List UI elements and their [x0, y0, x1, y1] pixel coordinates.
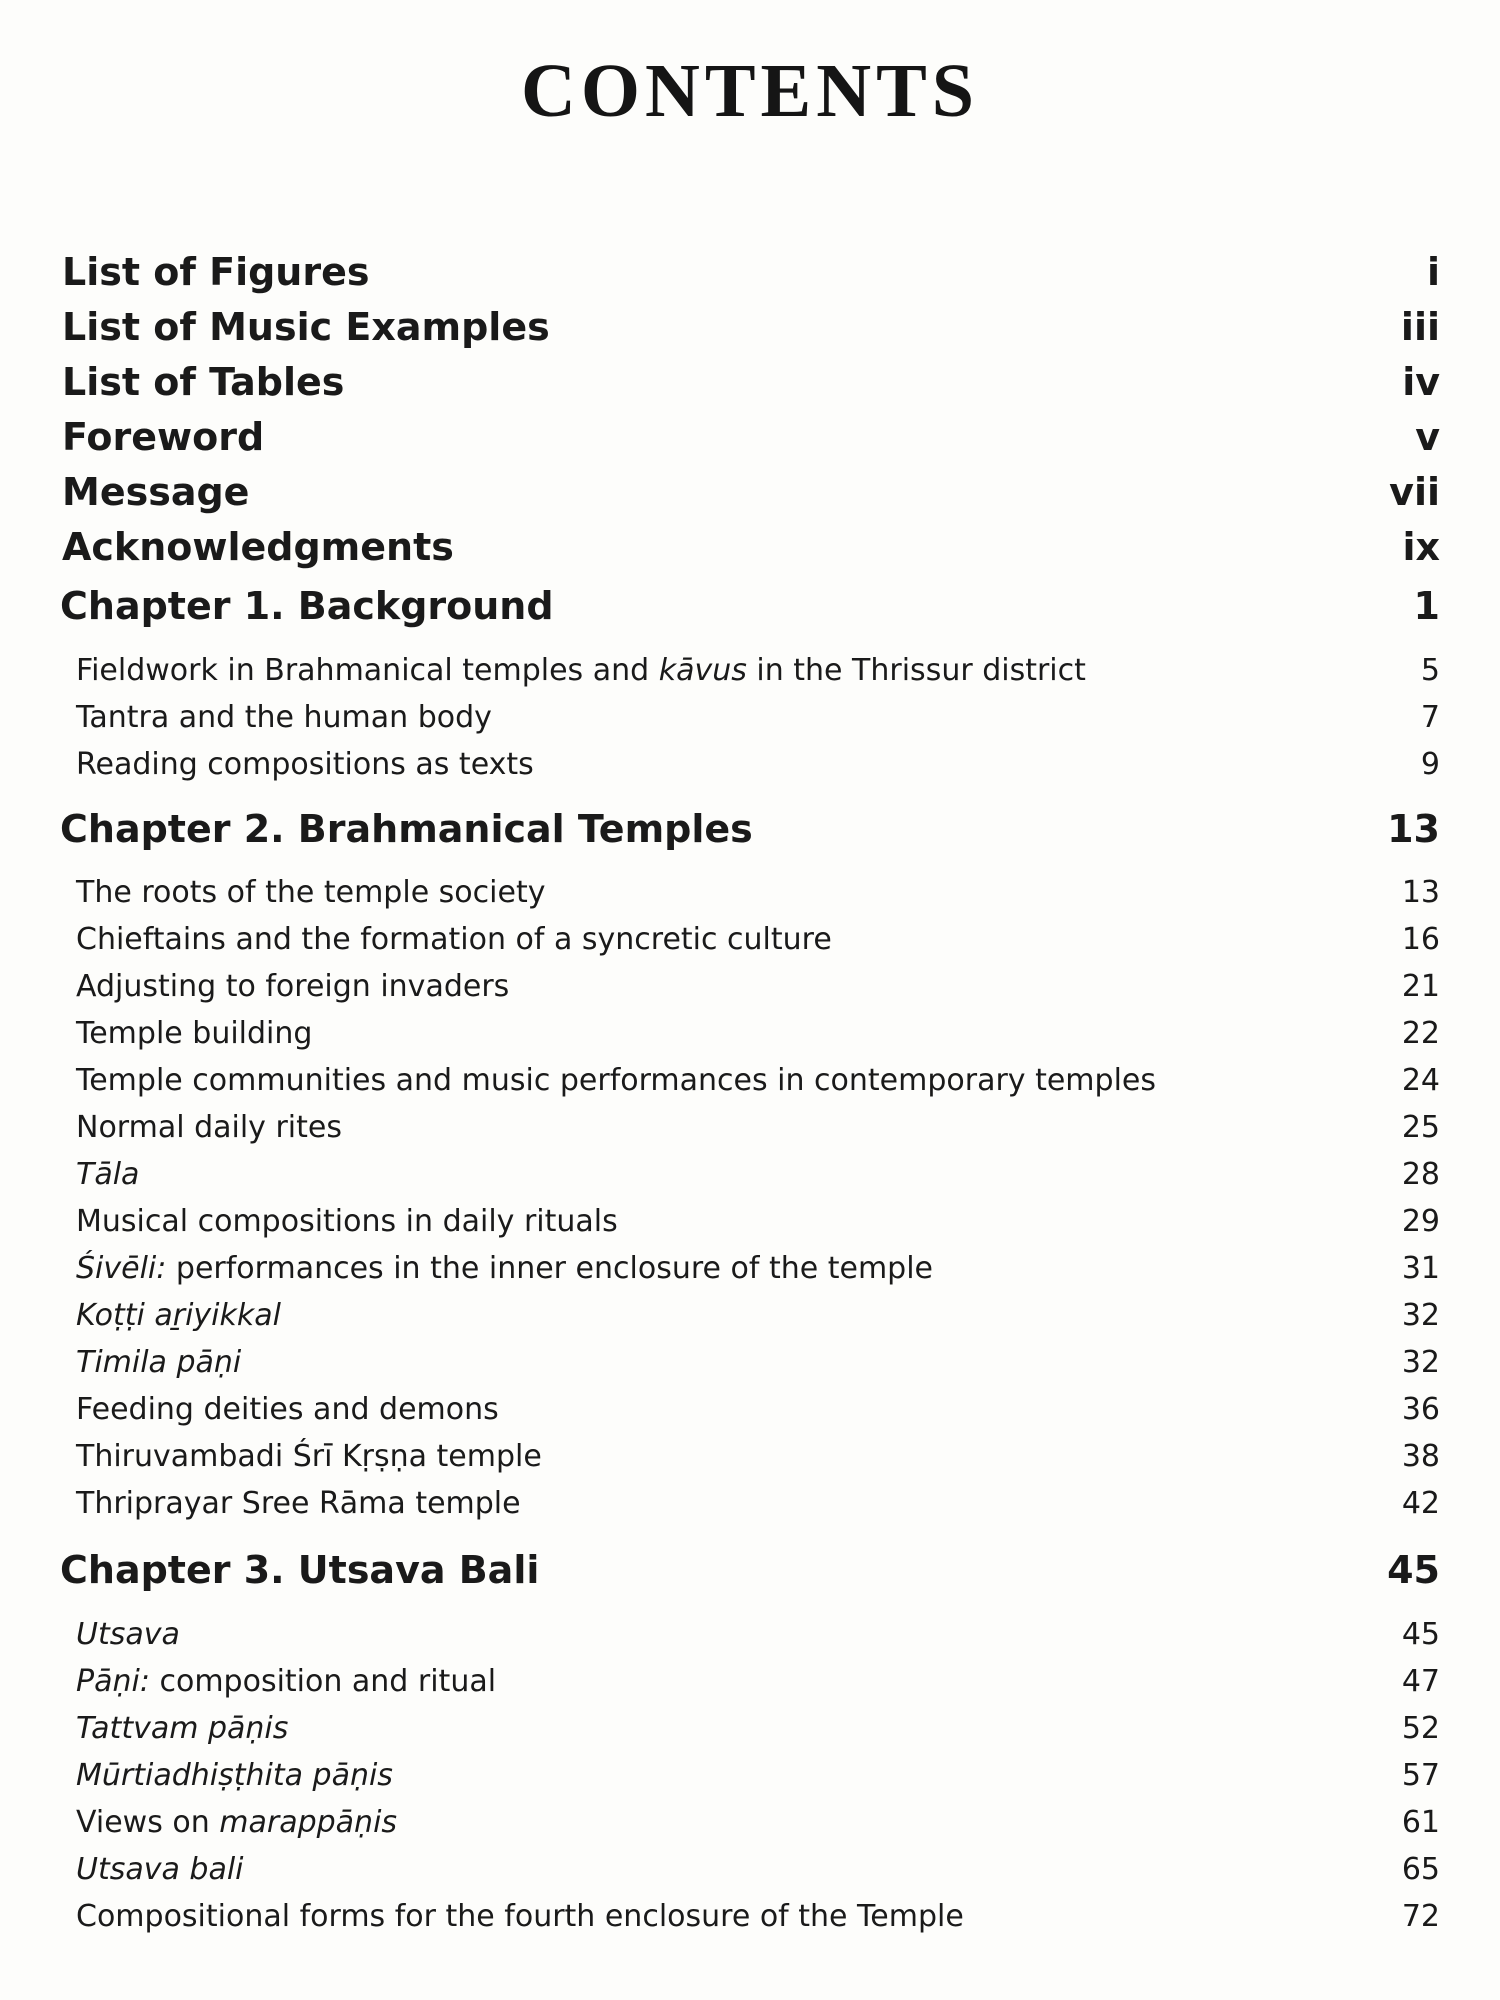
page-title: CONTENTS	[520, 49, 980, 133]
entry-title: Foreword	[62, 415, 265, 459]
section-title: Pāṇi: composition and ritual	[76, 1664, 497, 1699]
section-title: Adjusting to foreign invaders	[76, 969, 510, 1004]
section-title: Views on marappāṇis	[76, 1805, 398, 1840]
section-page: 5	[1420, 653, 1440, 688]
section-title: Thriprayar Sree Rāma temple	[76, 1486, 521, 1521]
section-page: 21	[1401, 969, 1440, 1004]
chapter-page: 45	[1387, 1548, 1440, 1592]
section-title: Thiruvambadi Śrī Kṛṣṇa temple	[76, 1439, 542, 1474]
chapter-title: Chapter 3. Utsava Bali	[60, 1548, 540, 1592]
section-title: The roots of the temple society	[76, 875, 546, 910]
entry-title: List of Music Examples	[62, 305, 550, 349]
entry-page: iii	[1400, 305, 1440, 349]
entry-title: List of Tables	[62, 360, 345, 404]
chapter-page: 13	[1387, 807, 1440, 851]
section-page: 72	[1401, 1899, 1440, 1934]
section-page: 7	[1420, 700, 1440, 735]
section-page: 25	[1401, 1110, 1440, 1145]
section-page: 52	[1401, 1711, 1440, 1746]
section-page: 13	[1401, 875, 1440, 910]
section-page: 61	[1401, 1805, 1440, 1840]
section-title: Chieftains and the formation of a syncretic culture	[76, 922, 832, 957]
section-page: 22	[1401, 1016, 1440, 1051]
section-title: Tantra and the human body	[76, 700, 492, 735]
entry-title: Acknowledgments	[62, 525, 454, 569]
section-page: 65	[1401, 1852, 1440, 1887]
chapter-title: Chapter 1. Background	[60, 584, 554, 628]
section-title: Feeding deities and demons	[76, 1392, 499, 1427]
section-title: Normal daily rites	[76, 1110, 342, 1145]
section-page: 31	[1401, 1251, 1440, 1286]
section-page: 16	[1401, 922, 1440, 957]
section-title: Mūrtiadhiṣṭhita pāṇis	[76, 1758, 393, 1793]
section-title: Compositional forms for the fourth enclosure of the Temple	[76, 1899, 964, 1934]
section-page: 9	[1420, 747, 1440, 782]
chapter-page: 1	[1413, 584, 1440, 628]
section-page: 38	[1401, 1439, 1440, 1474]
entry-page: v	[1415, 415, 1440, 459]
section-title: Tāla	[76, 1157, 140, 1192]
entry-page: i	[1426, 250, 1440, 294]
section-title: Reading compositions as texts	[76, 747, 534, 782]
entry-title: List of Figures	[62, 250, 370, 294]
chapter-title: Chapter 2. Brahmanical Temples	[60, 807, 753, 851]
entry-title: Message	[62, 470, 250, 514]
section-page: 32	[1401, 1298, 1440, 1333]
section-title: Śivēli: performances in the inner enclosure of the temple	[76, 1251, 934, 1286]
section-title: Temple building	[76, 1016, 313, 1051]
section-title: Utsava	[76, 1617, 180, 1652]
section-title: Timila pāṇi	[76, 1345, 242, 1380]
section-title: Koṭṭi aṟiyikkal	[76, 1298, 281, 1333]
section-page: 47	[1401, 1664, 1440, 1699]
section-page: 36	[1401, 1392, 1440, 1427]
section-page: 29	[1401, 1204, 1440, 1239]
section-page: 57	[1401, 1758, 1440, 1793]
entry-page: iv	[1402, 360, 1440, 404]
section-page: 24	[1401, 1063, 1440, 1098]
section-title: Tattvam pāṇis	[76, 1711, 289, 1746]
entry-page: ix	[1402, 525, 1440, 569]
section-page: 42	[1401, 1486, 1440, 1521]
section-title: Utsava bali	[76, 1852, 244, 1887]
section-page: 32	[1401, 1345, 1440, 1380]
entry-page: vii	[1389, 470, 1440, 514]
section-title: Temple communities and music performances in contemporary temples	[76, 1063, 1156, 1098]
section-title: Fieldwork in Brahmanical temples and kāvus in the Thrissur district	[76, 653, 1086, 688]
section-page: 45	[1401, 1617, 1440, 1652]
section-title: Musical compositions in daily rituals	[76, 1204, 618, 1239]
section-page: 28	[1401, 1157, 1440, 1192]
